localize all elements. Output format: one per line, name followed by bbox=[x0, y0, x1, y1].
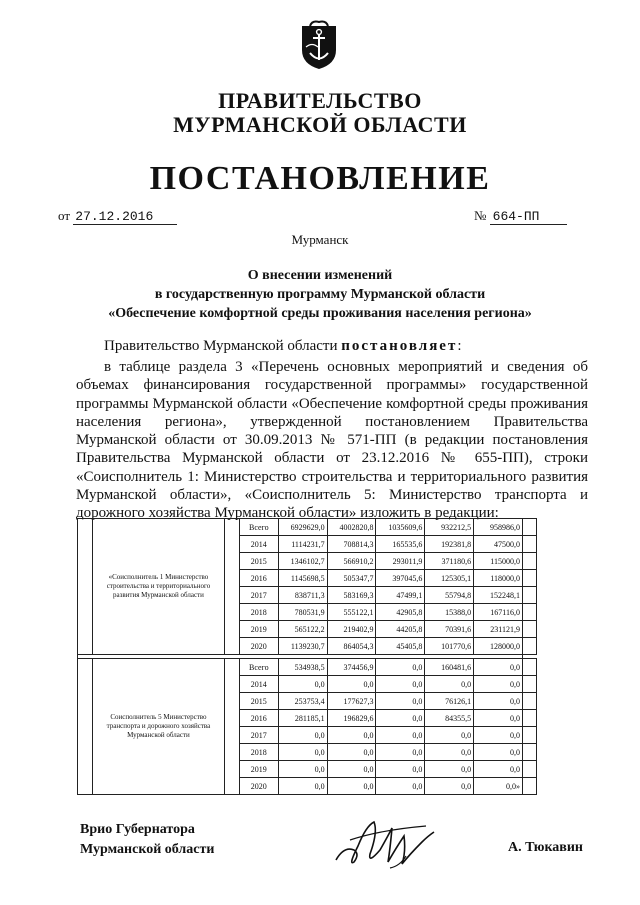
value-cell: 192381,8 bbox=[425, 536, 474, 553]
year-cell: 2014 bbox=[239, 536, 278, 553]
year-cell: 2018 bbox=[239, 604, 278, 621]
value-cell: 1035609,6 bbox=[376, 519, 425, 536]
value-cell: 4002820,8 bbox=[327, 519, 376, 536]
value-cell: 397045,6 bbox=[376, 570, 425, 587]
empty-cell bbox=[523, 676, 537, 693]
value-cell: 1145698,5 bbox=[278, 570, 327, 587]
value-cell: 958986,0 bbox=[474, 519, 523, 536]
title-line3: «Обеспечение комфортной среды проживания населения региона» bbox=[108, 306, 532, 321]
value-cell: 84355,5 bbox=[425, 710, 474, 727]
empty-cell bbox=[225, 519, 240, 655]
year-cell: 2018 bbox=[239, 744, 278, 761]
empty-cell bbox=[523, 778, 537, 795]
signatory-role-line1: Врио Губернатора bbox=[80, 822, 195, 837]
year-cell: 2015 bbox=[239, 693, 278, 710]
value-cell: 838711,3 bbox=[278, 587, 327, 604]
value-cell: 70391,6 bbox=[425, 621, 474, 638]
value-cell: 0,0 bbox=[376, 778, 425, 795]
value-cell: 152248,1 bbox=[474, 587, 523, 604]
value-cell: 0,0 bbox=[278, 761, 327, 778]
value-cell: 293011,9 bbox=[376, 553, 425, 570]
empty-cell bbox=[523, 519, 537, 536]
value-cell: 0,0 bbox=[425, 676, 474, 693]
value-cell: 115000,0 bbox=[474, 553, 523, 570]
signatory-role bbox=[80, 820, 214, 860]
empty-cell bbox=[523, 536, 537, 553]
value-cell: 0,0 bbox=[474, 676, 523, 693]
number-field bbox=[474, 208, 567, 225]
number-prefix: № bbox=[474, 208, 487, 223]
value-cell: 374456,9 bbox=[327, 659, 376, 676]
empty-cell bbox=[523, 727, 537, 744]
value-cell: 253753,4 bbox=[278, 693, 327, 710]
year-cell: 2015 bbox=[239, 553, 278, 570]
value-cell: 0,0 bbox=[327, 778, 376, 795]
year-cell: 2020 bbox=[239, 638, 278, 655]
value-cell: 0,0 bbox=[425, 778, 474, 795]
executor-name-cell: Соисполнитель 5 Министерство транспорта и дорожного хозяйства Мурманской области bbox=[92, 659, 224, 795]
value-cell: 6929629,0 bbox=[278, 519, 327, 536]
value-cell: 0,0 bbox=[327, 761, 376, 778]
value-cell: 0,0 bbox=[425, 727, 474, 744]
intro-spaced: постановляет bbox=[341, 338, 458, 354]
government-title-line1: ПРАВИТЕЛЬСТВО bbox=[218, 88, 422, 113]
value-cell: 0,0 bbox=[474, 659, 523, 676]
year-cell: 2019 bbox=[239, 621, 278, 638]
document-type: ПОСТАНОВЛЕНИЕ bbox=[149, 160, 491, 197]
value-cell: 167116,0 bbox=[474, 604, 523, 621]
value-cell: 1114231,7 bbox=[278, 536, 327, 553]
year-cell: 2014 bbox=[239, 676, 278, 693]
value-cell: 0,0 bbox=[327, 727, 376, 744]
value-cell: 708814,3 bbox=[327, 536, 376, 553]
value-cell: 0,0 bbox=[376, 744, 425, 761]
handwritten-signature bbox=[330, 806, 440, 876]
government-title-line2: МУРМАНСКОЙ ОБЛАСТИ bbox=[173, 112, 467, 137]
value-cell: 0,0 bbox=[327, 744, 376, 761]
value-cell: 44205,8 bbox=[376, 621, 425, 638]
empty-cell bbox=[523, 744, 537, 761]
value-cell: 45405,8 bbox=[376, 638, 425, 655]
value-cell: 196829,6 bbox=[327, 710, 376, 727]
table-row bbox=[78, 659, 537, 676]
empty-cell bbox=[523, 621, 537, 638]
body-paragraph: в таблице раздела 3 «Перечень основных мероприятий и сведения об объемах финансирования государственной программы» государственной программы Мурманской области «Обеспечение комфортной среды проживания населения региона», утвержденной постановлением Правительства Мурманской области от 30.09.2013 № 571-ПП (в редакции постановления Правительства Мурманской области от 23.12.2016 № 655-ПП), строки «Соисполнитель 1: Министерство строительства и территориального развития Мурманской области», «Соисполнитель 5: Министерство транспорта и дорожного хозяйства Мурманской области» изложить в редакции: bbox=[76, 359, 588, 522]
year-cell: 2016 bbox=[239, 570, 278, 587]
value-cell: 0,0 bbox=[278, 778, 327, 795]
year-cell: 2020 bbox=[239, 778, 278, 795]
value-cell: 0,0 bbox=[376, 693, 425, 710]
value-cell: 0,0 bbox=[278, 676, 327, 693]
value-cell: 0,0 bbox=[474, 693, 523, 710]
value-cell: 1346102,7 bbox=[278, 553, 327, 570]
value-cell: 55794,8 bbox=[425, 587, 474, 604]
empty-cell bbox=[523, 693, 537, 710]
city: Мурманск bbox=[291, 232, 349, 247]
value-cell: 0,0 bbox=[376, 727, 425, 744]
empty-cell bbox=[523, 659, 537, 676]
value-cell: 0,0 bbox=[474, 744, 523, 761]
financing-table bbox=[77, 518, 537, 795]
year-cell: Всего bbox=[239, 659, 278, 676]
value-cell: 0,0 bbox=[474, 710, 523, 727]
intro-end: : bbox=[457, 338, 462, 354]
empty-cell bbox=[523, 570, 537, 587]
empty-cell bbox=[523, 710, 537, 727]
empty-cell bbox=[225, 659, 240, 795]
value-cell: 47499,1 bbox=[376, 587, 425, 604]
signatory-name: А. Тюкавин bbox=[508, 840, 583, 855]
title-line2: в государственную программу Мурманской области bbox=[154, 287, 486, 302]
value-cell: 128000,0 bbox=[474, 638, 523, 655]
value-cell: 780531,9 bbox=[278, 604, 327, 621]
year-cell: 2016 bbox=[239, 710, 278, 727]
intro-start: Правительство Мурманской области bbox=[104, 338, 338, 354]
value-cell: 0,0 bbox=[474, 761, 523, 778]
value-cell: 0,0 bbox=[376, 710, 425, 727]
year-cell: 2019 bbox=[239, 761, 278, 778]
empty-cell bbox=[78, 519, 93, 655]
empty-cell bbox=[78, 659, 93, 795]
value-cell: 0,0 bbox=[327, 676, 376, 693]
value-cell: 534938,5 bbox=[278, 659, 327, 676]
value-cell: 565122,2 bbox=[278, 621, 327, 638]
value-cell: 0,0 bbox=[376, 676, 425, 693]
empty-cell bbox=[523, 761, 537, 778]
year-cell: 2017 bbox=[239, 727, 278, 744]
title-line1: О внесении изменений bbox=[247, 268, 393, 283]
value-cell: 219402,9 bbox=[327, 621, 376, 638]
value-cell: 0,0 bbox=[425, 761, 474, 778]
executor-name-cell: «Соисполнитель 1 Министерство строительства и территориального развития Мурманской области bbox=[92, 519, 224, 655]
date-prefix: от bbox=[58, 208, 71, 223]
value-cell: 15388,0 bbox=[425, 604, 474, 621]
value-cell: 160481,6 bbox=[425, 659, 474, 676]
value-cell: 125305,1 bbox=[425, 570, 474, 587]
value-cell: 566910,2 bbox=[327, 553, 376, 570]
value-cell: 42905,8 bbox=[376, 604, 425, 621]
empty-cell bbox=[523, 587, 537, 604]
value-cell: 47500,0 bbox=[474, 536, 523, 553]
value-cell: 177627,3 bbox=[327, 693, 376, 710]
value-cell: 583169,3 bbox=[327, 587, 376, 604]
empty-cell bbox=[523, 638, 537, 655]
value-cell: 0,0 bbox=[376, 761, 425, 778]
value-cell: 371180,6 bbox=[425, 553, 474, 570]
empty-cell bbox=[523, 553, 537, 570]
year-cell: 2017 bbox=[239, 587, 278, 604]
value-cell: 281185,1 bbox=[278, 710, 327, 727]
value-cell: 0,0 bbox=[425, 744, 474, 761]
value-cell: 231121,9 bbox=[474, 621, 523, 638]
value-cell: 1139230,7 bbox=[278, 638, 327, 655]
value-cell: 864054,3 bbox=[327, 638, 376, 655]
value-cell: 0,0 bbox=[278, 727, 327, 744]
value-cell: 101770,6 bbox=[425, 638, 474, 655]
date-value: 27.12.2016 bbox=[73, 209, 177, 225]
value-cell: 0,0 bbox=[474, 727, 523, 744]
value-cell: 76126,1 bbox=[425, 693, 474, 710]
value-cell: 118000,0 bbox=[474, 570, 523, 587]
value-cell: 555122,1 bbox=[327, 604, 376, 621]
value-cell: 505347,7 bbox=[327, 570, 376, 587]
date-field bbox=[58, 208, 177, 225]
value-cell: 0,0 bbox=[278, 744, 327, 761]
value-cell: 0,0» bbox=[474, 778, 523, 795]
number-value: 664-ПП bbox=[490, 209, 567, 225]
value-cell: 0,0 bbox=[376, 659, 425, 676]
intro-line bbox=[104, 338, 462, 355]
value-cell: 165535,6 bbox=[376, 536, 425, 553]
empty-cell bbox=[523, 604, 537, 621]
year-cell: Всего bbox=[239, 519, 278, 536]
value-cell: 932212,5 bbox=[425, 519, 474, 536]
signatory-role-line2: Мурманской области bbox=[80, 842, 215, 857]
table-row bbox=[78, 519, 537, 536]
coat-of-arms-icon bbox=[298, 20, 340, 70]
